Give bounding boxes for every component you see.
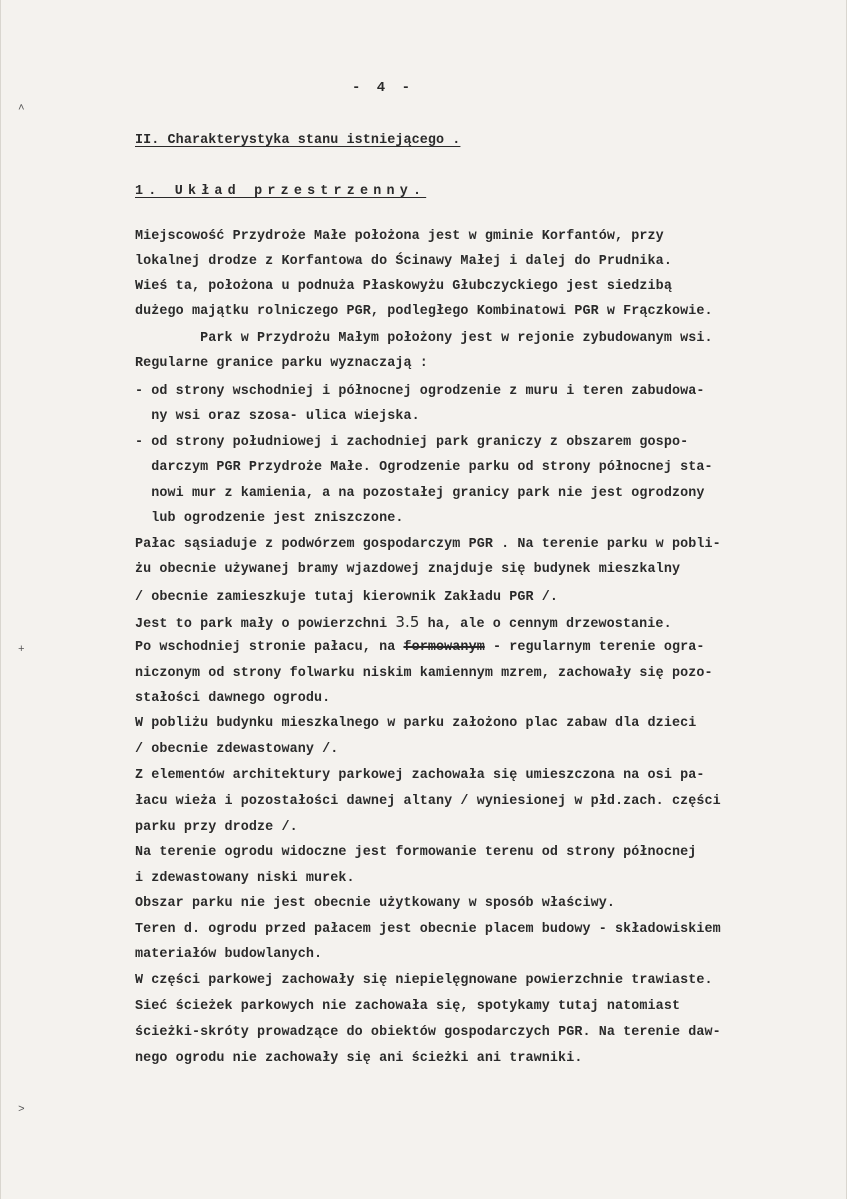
text-line: nego ogrodu nie zachowały się ani ścieżki ani trawniki.	[135, 1051, 583, 1066]
bullet-line: - od strony południowej i zachodniej park graniczy z obszarem gospo-	[135, 435, 689, 450]
text-line: lub ogrodzenie jest zniszczone.	[135, 511, 404, 526]
area-handwritten-value: 3.5	[395, 613, 420, 631]
text-line: parku przy drodze /.	[135, 820, 298, 835]
text-line: W części parkowej zachowały się niepielęgnowane powierzchnie trawiaste.	[135, 973, 713, 988]
text-line: materiałów budowlanych.	[135, 947, 323, 962]
text-line: Na terenie ogrodu widoczne jest formowanie terenu od strony północnej	[135, 845, 697, 860]
text-line: Miejscowość Przydroże Małe położona jest w gminie Korfantów, przy	[135, 229, 664, 244]
text-line: Park w Przydrożu Małym położony jest w rejonie zybudowanym wsi.	[135, 331, 713, 346]
text-line: Pałac sąsiaduje z podwórzem gospodarczym PGR . Na terenie parku w pobli-	[135, 537, 721, 552]
area-line-suffix: ha, ale o cennym drzewostanie.	[419, 617, 672, 632]
text-line: darczym PGR Przydroże Małe. Ogrodzenie parku od strony północnej sta-	[135, 460, 713, 475]
text-line: ścieżki-skróty prowadzące do obiektów gospodarczych PGR. Na terenie daw-	[135, 1025, 721, 1040]
text-line: / obecnie zdewastowany /.	[135, 742, 339, 757]
text-line: Sieć ścieżek parkowych nie zachowała się, spotykamy tutaj natomiast	[135, 999, 681, 1014]
text-line: żu obecnie używanej bramy wjazdowej znajduje się budynek mieszkalny	[135, 562, 681, 577]
text-line: Wieś ta, położona u podnuża Płaskowyżu Głubczyckiego jest siedzibą	[135, 279, 672, 294]
text-line: Obszar parku nie jest obecnie użytkowany w sposób właściwy.	[135, 896, 616, 911]
text-line: nowi mur z kamienia, a na pozostałej granicy park nie jest ogrodzony	[135, 486, 705, 501]
text-line: W pobliżu budynku mieszkalnego w parku założono plac zabaw dla dzieci	[135, 716, 697, 731]
text-line: / obecnie zamieszkuje tutaj kierownik Zakładu PGR /.	[135, 590, 559, 605]
text-line: Regularne granice parku wyznaczają :	[135, 356, 428, 371]
punch-mark-middle: +	[18, 644, 25, 656]
area-line	[135, 614, 672, 633]
bullet-line: - od strony wschodniej i północnej ogrodzenie z muru i teren zabudowa-	[135, 384, 705, 399]
area-line-prefix: Jest to park mały o powierzchni	[135, 617, 396, 632]
struck-line-suffix: - regularnym terenie ogra-	[484, 640, 705, 655]
struck-line-prefix: Po wschodniej stronie pałacu, na	[135, 640, 404, 655]
text-line: dużego majątku rolniczego PGR, podległego Kombinatowi PGR w Frączkowie.	[135, 304, 713, 319]
text-line: i zdewastowany niski murek.	[135, 871, 355, 886]
text-line: niczonym od strony folwarku niskim kamiennym mzrem, zachowały się pozo-	[135, 666, 713, 681]
struck-word: formowanym	[403, 640, 485, 655]
punch-mark-top: ˄	[18, 103, 25, 115]
text-line: Z elementów architektury parkowej zachowała się umieszczona na osi pa-	[135, 768, 705, 783]
struck-line	[135, 640, 705, 656]
text-line: Teren d. ogrodu przed pałacem jest obecnie placem budowy - składowiskiem	[135, 922, 721, 937]
subsection-heading: 1. Układ przestrzenny.	[135, 184, 427, 199]
text-line: łacu wieża i pozostałości dawnej altany / wyniesionej w płd.zach. części	[135, 794, 721, 809]
text-line: ny wsi oraz szosa- ulica wiejska.	[135, 409, 420, 424]
page-number: - 4 -	[352, 80, 415, 96]
section-heading: II. Charakterystyka stanu istniejącego .	[135, 133, 461, 148]
text-line: lokalnej drodze z Korfantowa do Ścinawy Małej i dalej do Prudnika.	[135, 254, 672, 269]
text-line: stałości dawnego ogrodu.	[135, 691, 331, 706]
punch-mark-bottom: ˃	[18, 1104, 25, 1116]
